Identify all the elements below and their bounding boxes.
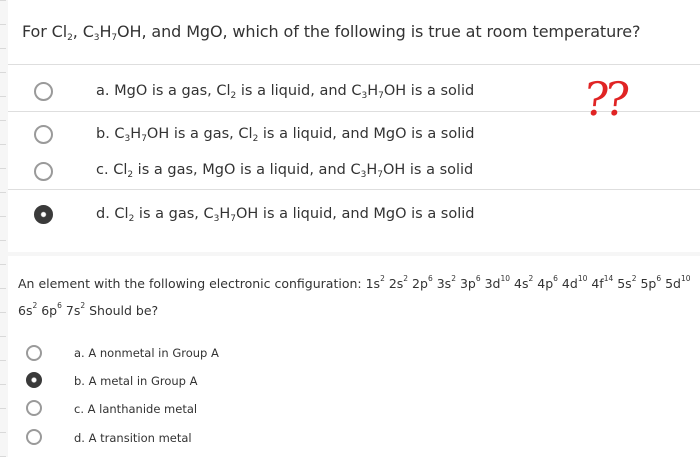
q2-choice-d-radio[interactable]	[26, 429, 42, 445]
left-margin-rule	[0, 0, 6, 457]
q2-choice-b-label[interactable]: b. A metal in Group A	[74, 374, 198, 388]
choice-c-label[interactable]: c. $Cl_2$ is a gas, MgO is a liquid, and $C_3H_7OH$ is a solid	[96, 162, 474, 180]
question-marks-annotation: ??	[581, 72, 629, 126]
choice-b-radio[interactable]	[34, 125, 53, 144]
q2-choice-c-label[interactable]: c. A lanthanide metal	[74, 402, 198, 416]
q2-choice-b-radio[interactable]	[26, 372, 42, 388]
q2-choice-d-label[interactable]: d. A transition metal	[74, 431, 192, 445]
choice-a-label[interactable]: a. MgO is a gas, $Cl_2$ is a liquid, and $C_3H_7OH$ is a solid	[96, 83, 475, 101]
choice-c-radio[interactable]	[34, 162, 53, 181]
choice-b-label[interactable]: b. $C_3H_7OH$ is a gas, $Cl_2$ is a liquid, and MgO is a solid	[96, 126, 475, 144]
q2-choice-c-radio[interactable]	[26, 400, 42, 416]
divider	[8, 64, 700, 65]
divider	[8, 189, 700, 190]
question-1-title: For $Cl_2$, $C_3H_7OH$, and MgO, which of the following is true at room temperature?	[22, 22, 641, 43]
choice-d-radio[interactable]	[34, 205, 53, 224]
q2-choice-a-radio[interactable]	[26, 345, 42, 361]
q2-choice-a-label[interactable]: a. A nonmetal in Group A	[74, 346, 219, 360]
question-2-title: An element with the following electronic configuration: $1s^2$ $2s^2$ $2p^6$ $3s^2$ $3p^6$ $3d^{10}$ $4s^2$ $4p^6$ $4d^{10}$ $4f^{14}$ $5s^2$ $5p^6$ $5d^{10}$ $6s^2$ $6p^6$ $7s^2$ Should be?	[18, 274, 691, 318]
choice-a-radio[interactable]	[34, 82, 53, 101]
choice-d-label[interactable]: d. $Cl_2$ is a gas, $C_3H_7OH$ is a liquid, and MgO is a solid	[96, 206, 475, 224]
